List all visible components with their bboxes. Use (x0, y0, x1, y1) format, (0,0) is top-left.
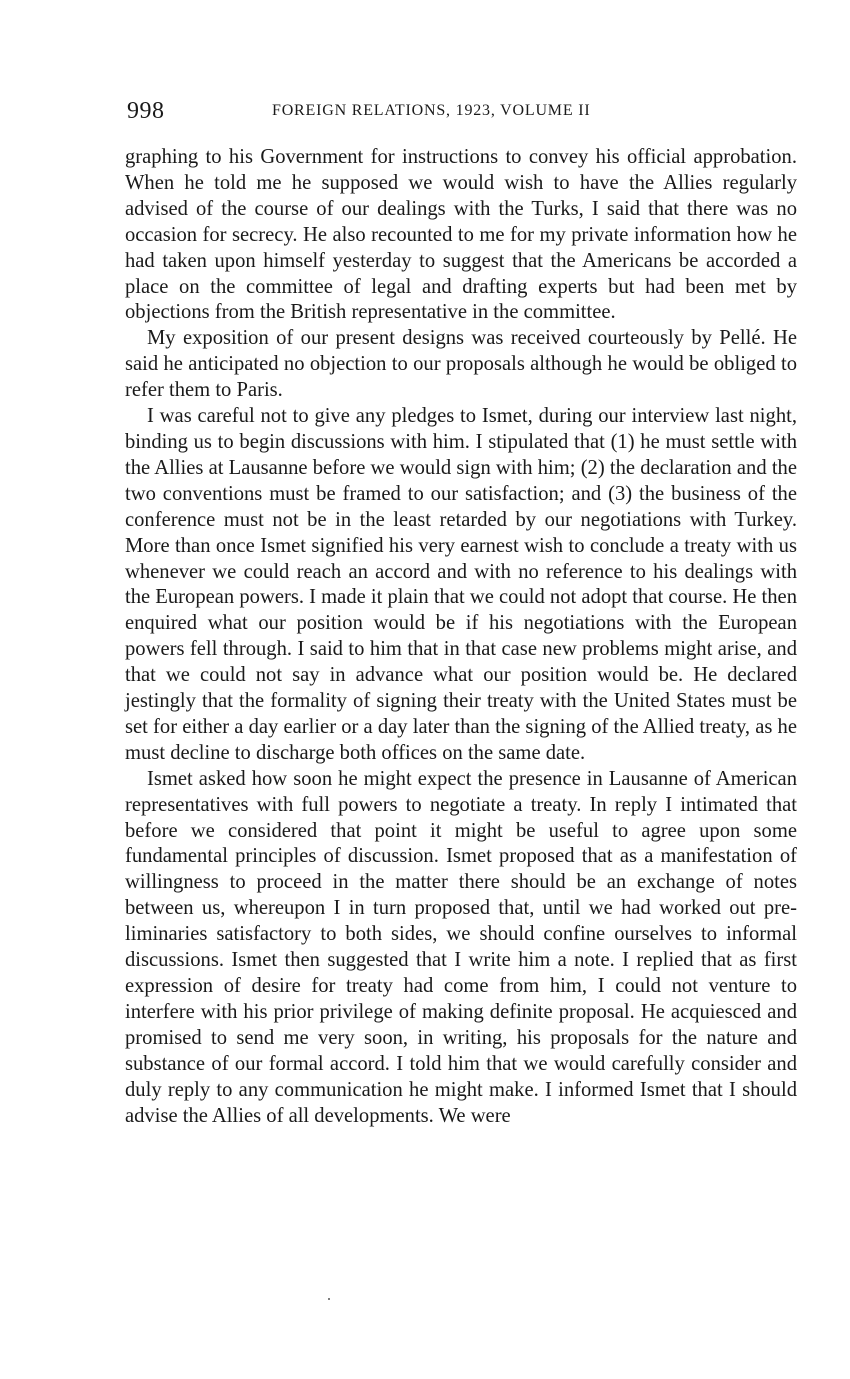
page-header (127, 98, 797, 128)
paragraph-continued: graphing to his Government for instructions to convey his official approbation. When he told me he supposed we would wish to have the Allies regularly advised of the course of our dealings with the Turks, I said that there was no occasion for secrecy. He also recounted to me for my private information how he had taken upon himself yesterday to suggest that the Americans be accorded a place on the committee of legal and drafting experts but had been met by objections from the British representative in the committee. (125, 146, 797, 324)
stray-ink-mark (328, 1298, 330, 1300)
page-number: 998 (127, 98, 165, 124)
body-text (125, 145, 797, 1129)
paragraph: I was careful not to give any pledges to Ismet, during our interview last night, binding us to begin discussions with him. I stipulated that (1) he must settle with the Allies at Lausanne before we would sign with him; (2) the declaration and the two conventions must be framed to our satisfaction; and (3) the business of the conference must not be in the least retarded by our negotiations with Turkey. More than once Ismet signified his very earnest wish to conclude a treaty with us whenever we could reach an accord and with no reference to his dealings with the European powers. I made it plain that we could not adopt that course. He then enquired what our position would be if his negotiations with the European powers fell through. I said to him that in that case new problems might arise, and that we could not say in advance what our position would be. He declared jestingly that the formality of signing their treaty with the United States must be set for either a day earlier or a day later than the signing of the Allied treaty, as he must decline to discharge both offices on the same date. (125, 405, 797, 764)
paragraph: Ismet asked how soon he might expect the presence in Lausanne of American representatives with full powers to negotiate a treaty. In reply I intimated that before we considered that point it might be useful to agree upon some fundamental principles of discussion. Ismet proposed that as a manifestation of willingness to proceed in the matter there should be an exchange of notes between us, whereupon I in turn proposed that, until we had worked out preliminaries satisfactory to both sides, we should confine ourselves to informal discussions. Ismet then suggested that I write him a note. I replied that as first expression of desire for treaty had come from him, I could not venture to interfere with his prior privilege of making definite proposal. He acquiesced and promised to send me very soon, in writing, his proposals for the nature and substance of our formal accord. I told him that we would carefully consider and duly reply to any communication he might make. I informed Ismet that I should advise the Allies of all developments. We were (125, 767, 797, 1127)
paragraph: My exposition of our present designs was received courteously by Pellé. He said he anticipated no objection to our proposals although he would be obliged to refer them to Paris. (125, 327, 797, 402)
running-title: FOREIGN RELATIONS, 1923, VOLUME II (272, 102, 591, 119)
